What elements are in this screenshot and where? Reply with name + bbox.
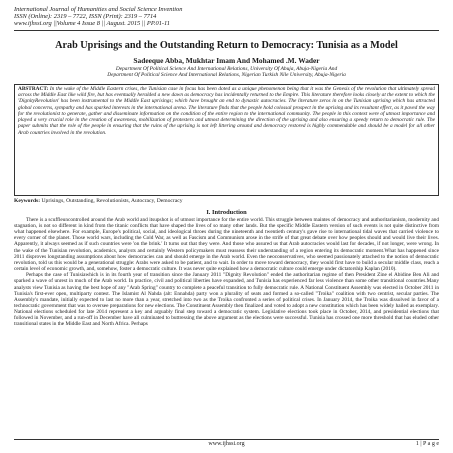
- section-body: [14, 217, 439, 401]
- abstract-text: In the wake of the Middle Eastern crises, the Tunisian case in focus has been doted as a unique phenomenon being that it was the Genesis of the revolution that ultimately spread across the Middle East like wild fire, but has eventually heralded a new dawn as democracy has incidentally returned to the Empire. This literature therefore looks closely at the extent to which the 'DignityRevolution' has been instrumental to the Middle East uprisings; which have brought an end to dynastic autocracies. The literature zeros in on the Tunisian uprising which has attracted global concerns, sympathy and has sparked interests in the international arena. The literature finds that the people hold colossal prospect in the uprising and its resultant effect, as it paved the way for the revolutionist to generate, gather and disseminate information on the condition of the entire region to the international community. The people in this context were of utmost importance and played a very crucial role in the creation of awareness, mobilization of protesters and utmost determining the direction of the uprising and also ensuring a speedy return to democratic rule. The paper submits that the role of the people in ensuring that the ruins of the uprising is not left littering around and democracy restored is highly commendable and should be a model for all other Arab countries involved in the revolution.: [18, 85, 435, 136]
- page-number: 1 | P a g e: [415, 441, 439, 447]
- journal-volume: www.ijhssi.org ||Volume 4 Issue 8 || August. 2015 || PP.01-11: [14, 20, 170, 28]
- section-heading: I. Introduction: [206, 209, 247, 217]
- abstract-box: [14, 84, 439, 196]
- journal-name: International Journal of Humanities and Social Science Invention: [14, 6, 183, 13]
- paper-title: Arab Uprisings and the Outstanding Return to Democracy: Tunisia as a Model: [55, 39, 398, 51]
- affiliation-line: Department Of Political Science And International Relations, Nigerian Turkish Nile University, Abuja-Nigeria: [107, 72, 346, 79]
- body-paragraph: Perhaps the case of Tunisiawhich is in its fourth year of transition since the January 2011 "Dignity Revolution" ended the authoritarian regime of then President Zine el Abidine Ben Ali and sparked a wave of unrest in much of the Arab world. In practice, civil and political liberties have expanded, and Tunisia has experienced far less violence than some other transitional countries.Many analysts view Tunisia as having the best hope of any "Arab Spring" country to complete a peaceful transition to fully democratic rule. A National Constituent Assembly was elected in October 2011 in Tunisia's first-ever open, multiparty contest. The Islamist Al Nahda (alt: Ennahda) party won a plurality of seats and formed a so-called "Troika" coalition with two centrist, secular parties. The Assembly's mandate, initially expected to last no more than a year, stretched into two as the Troika confronted a series of political crises. In January 2014, the Troika was dissolved in favor of a technocratic government that was to oversee preparations for new elections. The Constituent Assembly then finalized and voted to adopt a new constitution which has been widely hailed as exemplary. National elections scheduled for late 2014 represent a key and arguably final step toward a democratic system. Legislative elections took place in October, 2014, and presidential elections that followed in November, and a run-off in December have all culminated to buttressing the above argument as the elections were successful. Tunisia has crossed one more threshold that has eluded other transitional states in the Middle East and North Africa. Perhaps: [14, 272, 439, 328]
- author-affiliations: [14, 66, 439, 79]
- keywords-text: Uprisings, Outstanding, Revolutionists, Autocracy, Democracy: [41, 197, 183, 204]
- header-rule: [14, 30, 439, 31]
- keywords: [14, 198, 439, 205]
- paper-authors: Sadeeque Abba, Mukhtar Imam And Mohamed .M. Wader: [133, 55, 320, 65]
- abstract-label: ABSTRACT:: [18, 85, 49, 92]
- footer-url: www.ijhssi.org: [208, 441, 245, 447]
- journal-header: [14, 6, 439, 28]
- journal-issn: ISSN (Online): 2319 – 7722, ISSN (Print): 2319 – 7714: [14, 13, 157, 21]
- affiliation-line: Department Of Political Science And International Relations, University Of Abuja, Abuja-Nigeria And: [115, 66, 338, 73]
- page-footer: [14, 439, 439, 448]
- keywords-label: Keywords:: [14, 197, 41, 204]
- body-paragraph: There is a scuffleuncontrolled around the Arab world and itsupshot is of utmost importance for the entire world. This struggle between maintes of democracy and authoritarianism, modernity and stagnation, is not so different in kind from the titanic conflicts that have shaped the lives of so many other lands. But the specific Middle Eastern version of such events is not quite distinctive from what happened elsewhere. For example, Europe's political, social, and ideological throes during the nineteenth and twentieth century's gave rise to international tidal waves that carried violence to every corner of the planet. Those world wars, including the Cold War, as well as Fascism and Communism arose in the strife of that great debate over how peoples should and would live their lives. Apparently, it always seemed as if such countries were 'on the brink.' It turns out that they were. And those who assured us that Arab autocracies would last for decades, if not longer, were wrong. In the wake of the Tunisian revolution, academics, analysts and certainly Western policymakers must reassess their understanding of a region entering its democratic moment.What has happened since 2011 disproves longstanding assumptions about how democracies can and should emerge in the Arab world. Even the neoconservatives, who seemed passionately attached to the notion of democratic revolution, told us this would be a generational struggle: Arabs were asked to be patient, and to wait. In order to move toward democracy, they would first have to build a secular middle class, reach a certain level of economic growth, and, somehow, foster a democratic culture. It was never quite explained how a democratic culture could emerge under dictatorship Kaplan (2010).: [14, 216, 439, 273]
